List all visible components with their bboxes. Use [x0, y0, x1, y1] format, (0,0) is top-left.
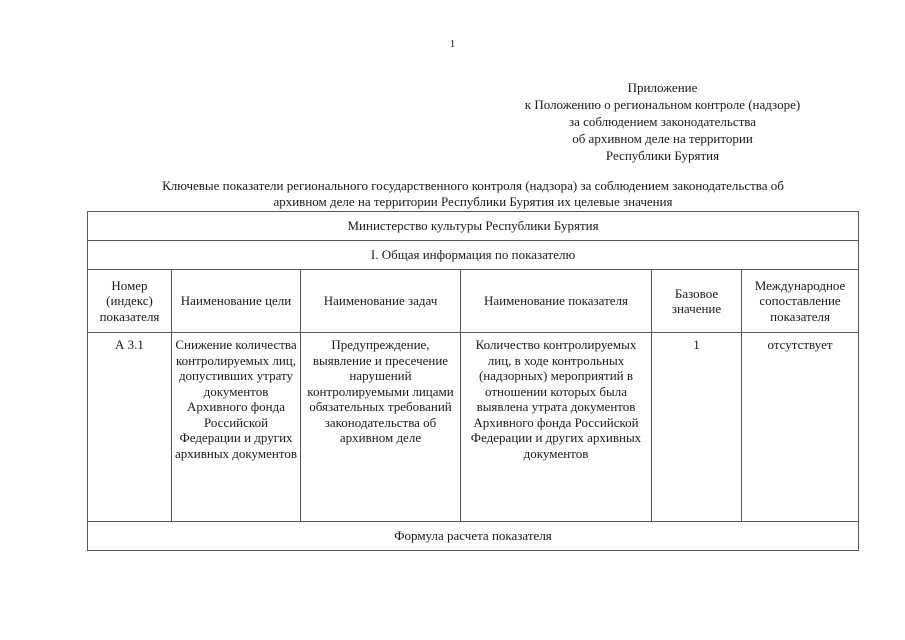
- table-row: [88, 333, 859, 522]
- appendix-line: за соблюдением законодательства: [568, 114, 757, 129]
- formula-title: Формула расчета показателя: [88, 522, 859, 551]
- header-tasks: Наименование задач: [301, 270, 461, 333]
- cell-tasks: Предупреждение, выявление и пресечение нарушений контролируемыми лицами обязательных требований законодательства об архивном деле: [301, 333, 461, 522]
- appendix-line: об архивном деле на территории: [572, 131, 753, 146]
- document-title: [88, 178, 858, 210]
- section-row: [88, 241, 859, 270]
- cell-index: А 3.1: [88, 333, 172, 522]
- ministry-row: [88, 212, 859, 241]
- formula-row: [88, 522, 859, 551]
- ministry-name: Министерство культуры Республики Бурятия: [88, 212, 859, 241]
- appendix-note: [490, 79, 835, 164]
- cell-international: отсутствует: [742, 333, 859, 522]
- appendix-line: Республики Бурятия: [605, 148, 720, 163]
- cell-base-value: 1: [652, 333, 742, 522]
- cell-indicator: Количество контролируемых лиц, в ходе контрольных (надзорных) мероприятий в отношении которых была выявлена утрата документов Архивного фонда Российской Федерации и других архивных документов: [461, 333, 652, 522]
- header-index: Номер (индекс) показателя: [88, 270, 172, 333]
- header-indicator: Наименование показателя: [461, 270, 652, 333]
- appendix-line: Приложение: [627, 80, 698, 95]
- header-goal: Наименование цели: [172, 270, 301, 333]
- indicators-table: [87, 211, 859, 551]
- document-title-line: архивном деле на территории Республики Бурятия их целевые значения: [273, 194, 673, 209]
- cell-goal: Снижение количества контролируемых лиц, допустивших утрату документов Архивного фонда Российской Федерации и других архивных документов: [172, 333, 301, 522]
- page-number: 1: [449, 38, 456, 50]
- header-row: [88, 270, 859, 333]
- section-title: I. Общая информация по показателю: [88, 241, 859, 270]
- appendix-line: к Положению о региональном контроле (надзоре): [524, 97, 801, 112]
- header-international: Международное сопоставление показателя: [742, 270, 859, 333]
- document-title-line: Ключевые показатели регионального государственного контроля (надзора) за соблюдением законодательства об: [162, 178, 784, 193]
- header-base-value: Базовое значение: [652, 270, 742, 333]
